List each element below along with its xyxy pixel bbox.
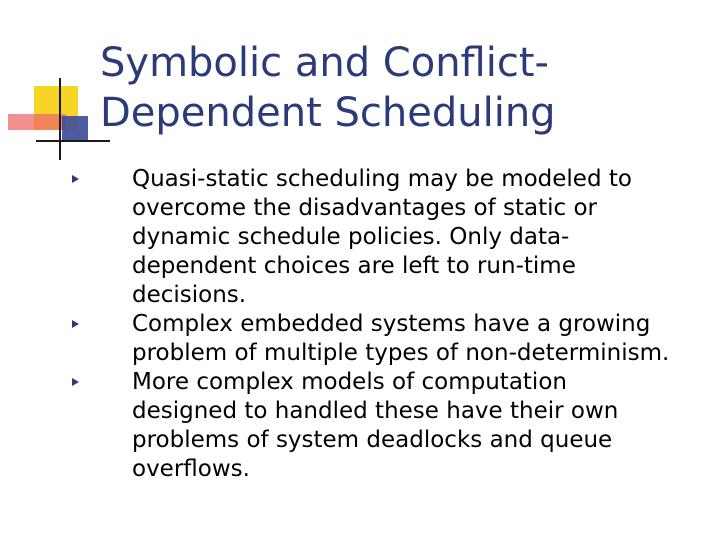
- bullet-item-2: [70, 310, 710, 368]
- bullet-line: designed to handled these have their own: [132, 398, 619, 424]
- bullet-line: problems of system deadlocks and queue: [132, 427, 613, 453]
- bullet-line: overflows.: [132, 456, 250, 482]
- bullet-marker-icon: [72, 175, 79, 183]
- bullet-line: overcome the disadvantages of static or: [132, 195, 597, 221]
- slide-title-line-1: Symbolic and Conflict-: [100, 40, 549, 86]
- bullet-list: [70, 165, 710, 484]
- bullet-line: Quasi-static scheduling may be modeled to: [132, 166, 632, 192]
- bullet-text-3: [132, 368, 710, 484]
- bullet-line: Complex embedded systems have a growing: [132, 311, 651, 337]
- bullet-text-1: [132, 165, 710, 310]
- bullet-line: decisions.: [132, 282, 247, 308]
- bullet-line: dynamic schedule policies. Only data-: [132, 224, 570, 250]
- bullet-marker-icon: [72, 378, 79, 386]
- bullet-line: dependent choices are left to run-time: [132, 253, 576, 279]
- slide-title: [100, 38, 700, 138]
- bullet-text-2: [132, 310, 710, 368]
- bullet-marker-icon: [72, 320, 79, 328]
- slide-title-line-2: Dependent Scheduling: [100, 90, 556, 136]
- corner-decoration-icon: [0, 0, 110, 170]
- bullet-item-1: [70, 165, 710, 310]
- bullet-line: problem of multiple types of non-determinism.: [132, 340, 670, 366]
- bullet-item-3: [70, 368, 710, 484]
- bullet-line: More complex models of computation: [132, 369, 567, 395]
